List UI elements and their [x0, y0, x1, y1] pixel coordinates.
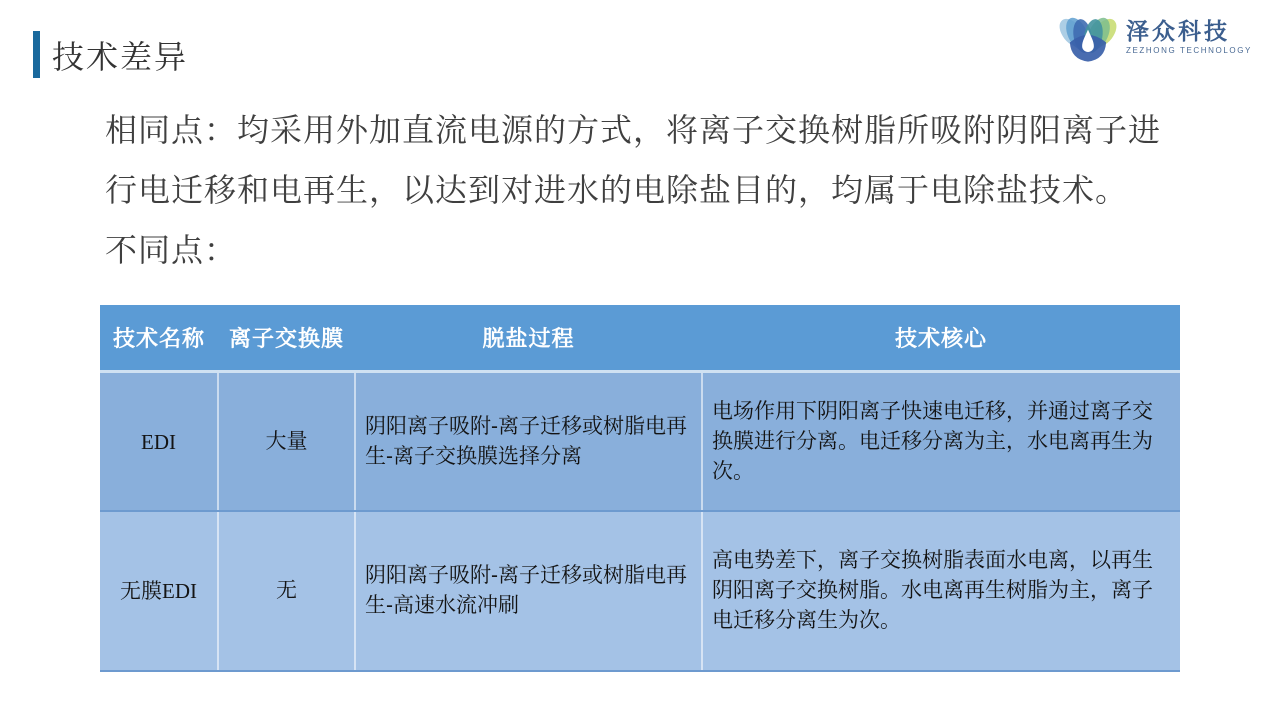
title-block — [33, 31, 188, 78]
company-logo — [1056, 4, 1252, 68]
table-row — [100, 372, 1180, 512]
table-header-row — [100, 305, 1180, 372]
cell-process: 阴阳离子吸附-离子迁移或树脂电再生-高速水流冲刷 — [355, 511, 702, 671]
comparison-table — [100, 305, 1180, 672]
cell-core: 高电势差下，离子交换树脂表面水电离，以再生阴阳离子交换树脂。水电离再生树脂为主，离子电迁移分离生为次。 — [702, 511, 1180, 671]
title-accent-bar — [33, 31, 40, 78]
header-ion-membrane: 离子交换膜 — [218, 305, 355, 372]
lotus-drop-logo-icon — [1056, 4, 1120, 68]
cell-membrane: 无 — [218, 511, 355, 671]
body-text — [105, 100, 1167, 280]
diff-point-label: 不同点： — [105, 232, 238, 268]
header-tech-name: 技术名称 — [100, 305, 218, 372]
page-title: 技术差异 — [52, 38, 189, 75]
header-desalt-process: 脱盐过程 — [355, 305, 702, 372]
table-row — [100, 511, 1180, 671]
logo-company-name-en: ZEZHONG TECHNOLOGY — [1126, 45, 1252, 55]
cell-tech-name: 无膜EDI — [100, 511, 218, 671]
header-tech-core: 技术核心 — [702, 305, 1180, 372]
logo-text-block — [1126, 18, 1252, 55]
same-point-paragraph: 相同点：均采用外加直流电源的方式，将离子交换树脂所吸附阴阳离子进行电迁移和电再生，以达到对进水的电除盐目的，均属于电除盐技术。 — [105, 112, 1162, 208]
cell-process: 阴阳离子吸附-离子迁移或树脂电再生-离子交换膜选择分离 — [355, 372, 702, 512]
logo-company-name: 泽众科技 — [1126, 17, 1230, 44]
cell-core: 电场作用下阴阳离子快速电迁移，并通过离子交换膜进行分离。电迁移分离为主，水电离再生为次。 — [702, 372, 1180, 512]
cell-tech-name: EDI — [100, 372, 218, 512]
cell-membrane: 大量 — [218, 372, 355, 512]
